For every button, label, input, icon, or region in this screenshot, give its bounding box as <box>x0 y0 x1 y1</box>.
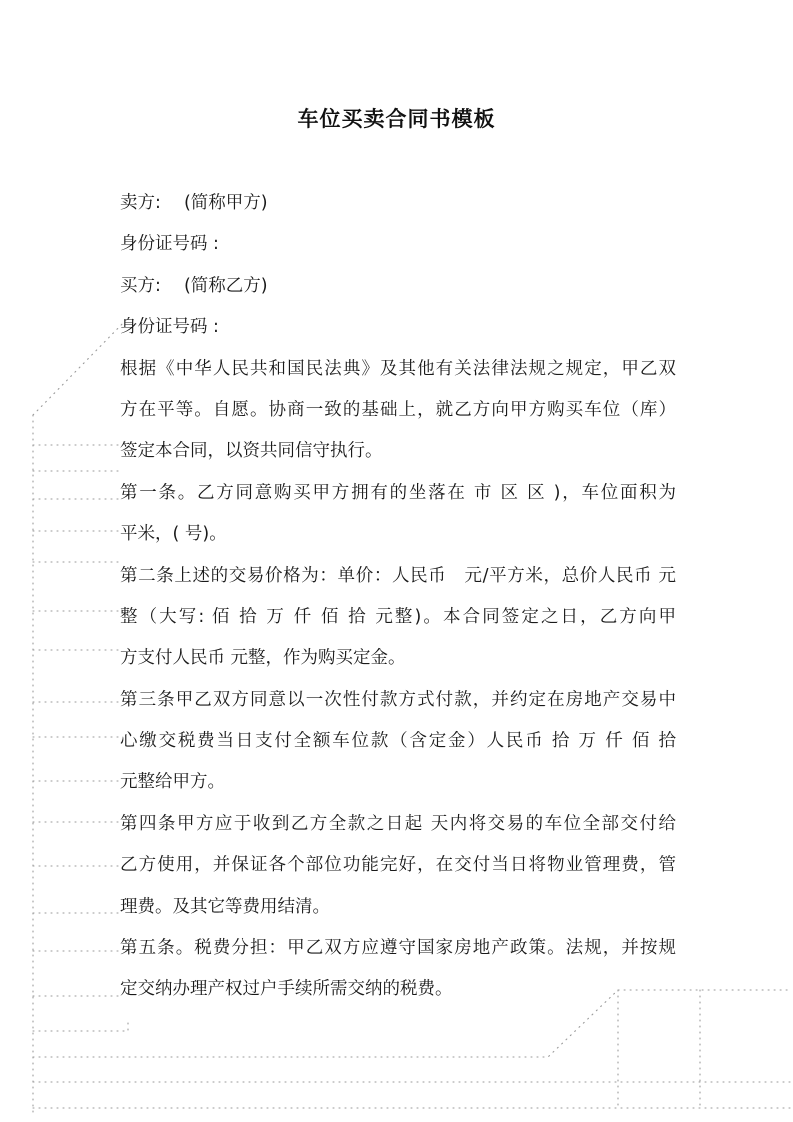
contract-body <box>120 183 676 1011</box>
contract-line: 买方: (简称乙方) <box>120 275 268 296</box>
contract-line: 第一条。乙方同意购买甲方拥有的坐落在 市 区 区 )，车位面积为 <box>120 482 676 503</box>
contract-line: 方在平等。自愿。协商一致的基础上，就乙方向甲方购买车位（库） <box>120 399 676 420</box>
contract-line: 第三条甲乙双方同意以一次性付款方式付款，并约定在房地产交易中 <box>120 689 676 710</box>
contract-line: 第四条甲方应于收到乙方全款之日起 天内将交易的车位全部交付给 <box>120 813 676 834</box>
contract-line: 乙方使用，并保证各个部位功能完好，在交付当日将物业管理费，管 <box>120 855 676 876</box>
contract-line: 定交纳办理产权过户手续所需交纳的税费。 <box>120 979 453 1000</box>
contract-line: 整（大写: 佰 拾 万 仟 佰 拾 元整)。本合同签定之日，乙方向甲 <box>120 606 676 627</box>
contract-line: 身份证号码 : <box>120 317 219 338</box>
contract-line: 元整给甲方。 <box>120 772 225 793</box>
contract-line: 平米，( 号)。 <box>120 524 227 545</box>
document-title: 车位买卖合同书模板 <box>297 107 496 131</box>
contract-line: 理费。及其它等费用结清。 <box>120 896 330 917</box>
contract-line: 心缴交税费当日支付全额车位款（含定金）人民币 拾 万 仟 佰 拾 <box>120 731 676 752</box>
contract-line: 方支付人民币 元整，作为购买定金。 <box>120 648 406 669</box>
contract-line: 第二条上述的交易价格为：单价：人民币 元/平方米，总价人民币 元 <box>120 565 676 586</box>
contract-line: 根据《中华人民共和国民法典》及其他有关法律法规之规定，甲乙双 <box>120 358 676 379</box>
contract-line: 签定本合同，以资共同信守执行。 <box>120 441 383 462</box>
contract-line: 身份证号码 : <box>120 234 219 255</box>
contract-line: 卖方: (简称甲方) <box>120 193 268 213</box>
contract-line: 第五条。税费分担：甲乙双方应遵守国家房地产政策。法规，并按规 <box>120 938 676 959</box>
